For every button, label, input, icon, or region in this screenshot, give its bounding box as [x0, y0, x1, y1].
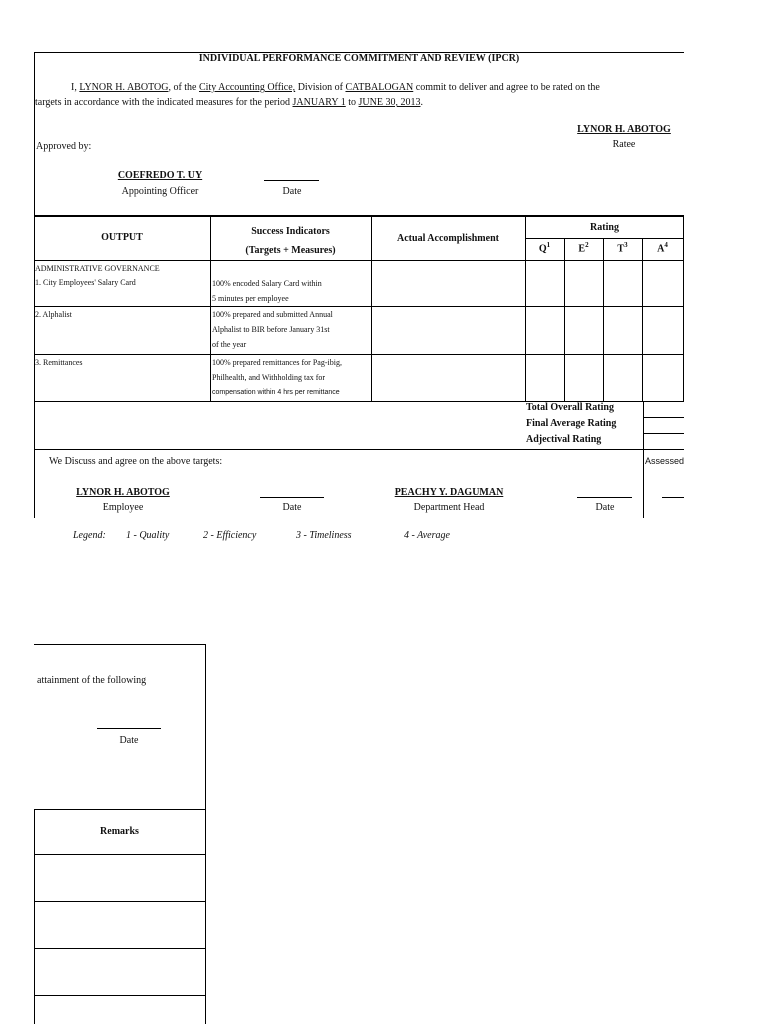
row-1-output: 1. City Employees' Salary Card: [35, 278, 136, 287]
header-t: [603, 241, 642, 254]
row-2-indicator-3: of the year: [212, 340, 247, 349]
t-sup: 3: [624, 241, 628, 249]
header-output: OUTPUT: [101, 232, 143, 243]
intro-text: commit to deliver and agree to be rated on the: [413, 82, 600, 93]
intro-line-1: [71, 82, 600, 93]
assessed-label: Assessed: [645, 456, 685, 466]
legend-average: 4 - Average: [404, 530, 450, 541]
section-label: ADMINISTRATIVE GOVERNANCE: [35, 264, 160, 273]
office-name: City Accounting Office,: [199, 82, 296, 93]
head-date-label: Date: [595, 502, 615, 513]
approved-by-label: Approved by:: [36, 141, 92, 152]
period-start: JANUARY 1: [292, 97, 346, 108]
appointing-officer-name: COEFREDO T. UY: [117, 170, 203, 181]
date-signature-line: [97, 728, 161, 729]
a-sup: 4: [664, 241, 668, 249]
legend-efficiency: 2 - Efficiency: [203, 530, 257, 541]
q-sup: 1: [546, 241, 551, 249]
row-3-output: 3. Remittances: [35, 358, 83, 367]
employee-name: LYNOR H. ABOTOG: [76, 487, 170, 498]
row-1-indicator-2: 5 minutes per employee: [212, 294, 289, 303]
form-title: INDIVIDUAL PERFORMANCE COMMITMENT AND REVIEW (IPCR): [198, 53, 520, 64]
ratee-name-inline: LYNOR H. ABOTOG: [79, 82, 169, 93]
continuation-text: attainment of the following: [37, 675, 147, 686]
e-sup: 2: [585, 241, 589, 249]
header-actual-accomplishment: Actual Accomplishment: [397, 233, 499, 244]
header-success-indicators: Success Indicators: [251, 226, 330, 237]
date-signature-line: [260, 497, 324, 498]
intro-line-2: [35, 97, 423, 108]
legend-label: Legend:: [73, 530, 106, 541]
date-signature-line: [662, 497, 684, 498]
adjectival-rating-label: Adjectival Rating: [526, 434, 602, 445]
header-a: [642, 241, 683, 254]
row-3-indicator-1: 100% prepared remittances for Pag-ibig,: [212, 358, 342, 367]
header-q: [525, 241, 564, 254]
header-rating: Rating: [590, 222, 619, 233]
intro-text: , of the: [168, 82, 199, 93]
row-2-indicator-1: 100% prepared and submitted Annual: [212, 310, 333, 319]
legend-quality: 1 - Quality: [126, 530, 170, 541]
ratee-label: Ratee: [612, 139, 636, 150]
intro-text: targets in accordance with the indicated measures for the period: [35, 97, 293, 108]
t-label: T: [617, 243, 625, 255]
appointing-officer-label: Appointing Officer: [121, 186, 199, 197]
ratee-signature-name: LYNOR H. ABOTOG: [577, 124, 671, 135]
final-average-rating-label: Final Average Rating: [526, 418, 617, 429]
remarks-header: Remarks: [100, 826, 139, 837]
department-head-label: Department Head: [413, 502, 485, 513]
date-signature-line: [264, 180, 319, 181]
department-head-name: PEACHY Y. DAGUMAN: [394, 487, 504, 498]
division-name: CATBALOGAN: [345, 82, 414, 93]
intro-text: .: [420, 97, 423, 108]
row-3-indicator-3: compensation within 4 hrs per remittance: [212, 389, 340, 396]
e-label: E: [578, 243, 586, 255]
appointing-date-label: Date: [282, 186, 302, 197]
intro-text: to: [345, 97, 359, 108]
row-2-output: 2. Alphalist: [35, 310, 72, 319]
row-2-indicator-2: Alphalist to BIR before January 31st: [212, 325, 330, 334]
header-targets-measures: (Targets + Measures): [245, 245, 336, 256]
employee-date-label: Date: [282, 502, 302, 513]
period-end: JUNE 30, 2013: [358, 97, 421, 108]
intro-text: Division of: [295, 82, 346, 93]
q-label: Q: [538, 243, 547, 255]
date-signature-line: [577, 497, 632, 498]
a-label: A: [657, 243, 665, 255]
row-3-indicator-2: Philhealth, and Withholding tax for: [212, 373, 326, 382]
legend-timeliness: 3 - Timeliness: [296, 530, 352, 541]
row-1-indicator-1: 100% encoded Salary Card within: [212, 279, 322, 288]
intro-text: I,: [71, 82, 80, 93]
header-e: [564, 241, 603, 254]
total-overall-rating-label: Total Overall Rating: [526, 402, 614, 413]
continuation-date-label: Date: [119, 735, 139, 746]
employee-label: Employee: [102, 502, 144, 513]
discuss-statement: We Discuss and agree on the above targets:: [49, 456, 223, 467]
